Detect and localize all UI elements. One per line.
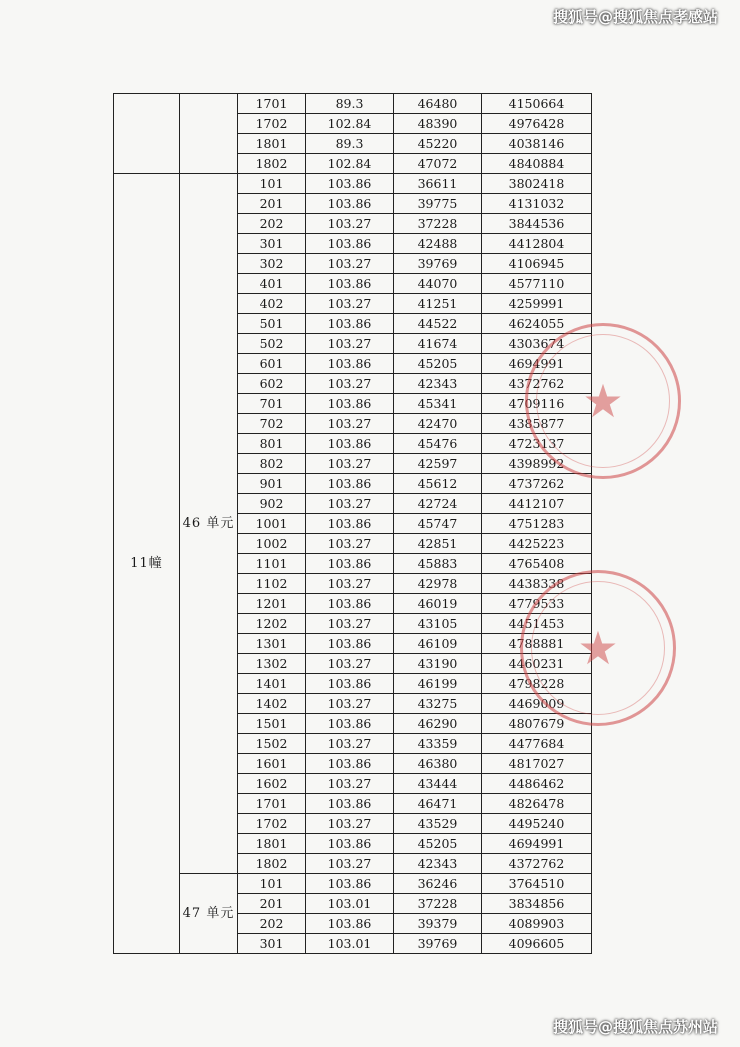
unit-price-cell: 36246: [394, 874, 482, 894]
unit-price-cell: 43275: [394, 694, 482, 714]
unit-price-cell: 42470: [394, 414, 482, 434]
area-cell: 103.86: [306, 834, 394, 854]
room-number-cell: 302: [238, 254, 306, 274]
total-price-cell: 4723137: [482, 434, 592, 454]
room-number-cell: 1102: [238, 574, 306, 594]
room-number-cell: 1201: [238, 594, 306, 614]
room-number-cell: 1702: [238, 114, 306, 134]
area-cell: 103.27: [306, 454, 394, 474]
room-number-cell: 201: [238, 894, 306, 914]
area-cell: 103.86: [306, 314, 394, 334]
area-cell: 103.27: [306, 534, 394, 554]
area-cell: 103.86: [306, 634, 394, 654]
area-cell: 103.27: [306, 694, 394, 714]
total-price-cell: 3764510: [482, 874, 592, 894]
room-number-cell: 1302: [238, 654, 306, 674]
total-price-cell: 4089903: [482, 914, 592, 934]
area-cell: 89.3: [306, 134, 394, 154]
unit-price-cell: 43529: [394, 814, 482, 834]
total-price-cell: 4765408: [482, 554, 592, 574]
unit-price-cell: 45612: [394, 474, 482, 494]
total-price-cell: 4737262: [482, 474, 592, 494]
area-cell: 89.3: [306, 94, 394, 114]
room-number-cell: 601: [238, 354, 306, 374]
unit-price-cell: 44522: [394, 314, 482, 334]
unit-price-cell: 39769: [394, 254, 482, 274]
room-number-cell: 602: [238, 374, 306, 394]
unit-price-cell: 45883: [394, 554, 482, 574]
unit-price-cell: 46199: [394, 674, 482, 694]
total-price-cell: 4425223: [482, 534, 592, 554]
unit-cell: [180, 94, 238, 174]
area-cell: 103.86: [306, 714, 394, 734]
unit-price-cell: 43105: [394, 614, 482, 634]
room-number-cell: 1101: [238, 554, 306, 574]
unit-price-cell: 43190: [394, 654, 482, 674]
unit-price-cell: 42978: [394, 574, 482, 594]
building-cell: 11幢: [114, 174, 180, 954]
unit-price-cell: 46380: [394, 754, 482, 774]
total-price-cell: 4150664: [482, 94, 592, 114]
room-number-cell: 702: [238, 414, 306, 434]
room-number-cell: 902: [238, 494, 306, 514]
table-row: [114, 874, 592, 894]
room-number-cell: 1002: [238, 534, 306, 554]
table-row: [114, 94, 592, 114]
room-number-cell: 301: [238, 934, 306, 954]
room-number-cell: 1702: [238, 814, 306, 834]
area-cell: 103.01: [306, 894, 394, 914]
total-price-cell: 3844536: [482, 214, 592, 234]
area-cell: 103.27: [306, 374, 394, 394]
total-price-cell: 4259991: [482, 294, 592, 314]
room-number-cell: 402: [238, 294, 306, 314]
total-price-cell: 4131032: [482, 194, 592, 214]
unit-price-cell: 42851: [394, 534, 482, 554]
total-price-cell: 4807679: [482, 714, 592, 734]
room-number-cell: 1401: [238, 674, 306, 694]
total-price-cell: 4817027: [482, 754, 592, 774]
area-cell: 103.27: [306, 814, 394, 834]
room-number-cell: 1701: [238, 94, 306, 114]
room-number-cell: 301: [238, 234, 306, 254]
total-price-cell: 4788881: [482, 634, 592, 654]
area-cell: 103.27: [306, 774, 394, 794]
unit-price-cell: 39775: [394, 194, 482, 214]
unit-price-cell: 45341: [394, 394, 482, 414]
room-number-cell: 1301: [238, 634, 306, 654]
unit-price-cell: 43359: [394, 734, 482, 754]
area-cell: 103.86: [306, 514, 394, 534]
area-cell: 103.86: [306, 794, 394, 814]
area-cell: 103.27: [306, 334, 394, 354]
unit-price-cell: 42597: [394, 454, 482, 474]
area-cell: 103.27: [306, 854, 394, 874]
area-cell: 103.86: [306, 594, 394, 614]
room-number-cell: 801: [238, 434, 306, 454]
unit-price-cell: 42488: [394, 234, 482, 254]
total-price-cell: 4438338: [482, 574, 592, 594]
room-number-cell: 1802: [238, 854, 306, 874]
room-number-cell: 1001: [238, 514, 306, 534]
total-price-cell: 3802418: [482, 174, 592, 194]
area-cell: 103.27: [306, 214, 394, 234]
room-number-cell: 1601: [238, 754, 306, 774]
total-price-cell: 4709116: [482, 394, 592, 414]
unit-price-cell: 46480: [394, 94, 482, 114]
unit-price-cell: 39379: [394, 914, 482, 934]
room-number-cell: 701: [238, 394, 306, 414]
total-price-cell: 3834856: [482, 894, 592, 914]
area-cell: 103.86: [306, 754, 394, 774]
area-cell: 103.27: [306, 494, 394, 514]
total-price-cell: 4751283: [482, 514, 592, 534]
area-cell: 103.86: [306, 554, 394, 574]
unit-price-cell: 36611: [394, 174, 482, 194]
unit-price-cell: 45747: [394, 514, 482, 534]
table-row: [114, 174, 592, 194]
area-cell: 103.27: [306, 734, 394, 754]
unit-price-cell: 37228: [394, 894, 482, 914]
total-price-cell: 4372762: [482, 854, 592, 874]
developer-seal-stamp: ★: [520, 570, 676, 726]
area-cell: 103.01: [306, 934, 394, 954]
total-price-cell: 4303674: [482, 334, 592, 354]
total-price-cell: 4495240: [482, 814, 592, 834]
price-table-body: [114, 94, 592, 954]
total-price-cell: 4694991: [482, 834, 592, 854]
unit-price-cell: 48390: [394, 114, 482, 134]
unit-price-cell: 45220: [394, 134, 482, 154]
area-cell: 103.27: [306, 574, 394, 594]
area-cell: 102.84: [306, 114, 394, 134]
area-cell: 103.86: [306, 274, 394, 294]
area-cell: 103.86: [306, 474, 394, 494]
unit-price-cell: 46109: [394, 634, 482, 654]
total-price-cell: 4038146: [482, 134, 592, 154]
room-number-cell: 1202: [238, 614, 306, 634]
watermark-top: 搜狐号@搜狐焦点孝感站: [552, 8, 718, 26]
area-cell: 103.86: [306, 354, 394, 374]
area-cell: 103.27: [306, 614, 394, 634]
total-price-cell: 4451453: [482, 614, 592, 634]
area-cell: 103.27: [306, 254, 394, 274]
room-number-cell: 901: [238, 474, 306, 494]
room-number-cell: 202: [238, 914, 306, 934]
area-cell: 103.86: [306, 874, 394, 894]
unit-price-cell: 46471: [394, 794, 482, 814]
total-price-cell: 4460231: [482, 654, 592, 674]
total-price-cell: 4779533: [482, 594, 592, 614]
total-price-cell: 4840884: [482, 154, 592, 174]
unit-price-cell: 44070: [394, 274, 482, 294]
total-price-cell: 4976428: [482, 114, 592, 134]
unit-price-cell: 45205: [394, 354, 482, 374]
total-price-cell: 4372762: [482, 374, 592, 394]
room-number-cell: 1501: [238, 714, 306, 734]
total-price-cell: 4469009: [482, 694, 592, 714]
area-cell: 103.27: [306, 654, 394, 674]
unit-cell: 47 单元: [180, 874, 238, 954]
unit-price-cell: 46290: [394, 714, 482, 734]
unit-price-cell: 46019: [394, 594, 482, 614]
watermark-bottom: 搜狐号@搜狐焦点苏州站: [552, 1018, 718, 1036]
unit-price-cell: 47072: [394, 154, 482, 174]
room-number-cell: 1502: [238, 734, 306, 754]
room-number-cell: 802: [238, 454, 306, 474]
area-cell: 103.86: [306, 914, 394, 934]
unit-cell: 46 单元: [180, 174, 238, 874]
unit-price-cell: 37228: [394, 214, 482, 234]
total-price-cell: 4106945: [482, 254, 592, 274]
unit-price-cell: 42343: [394, 854, 482, 874]
area-cell: 103.86: [306, 434, 394, 454]
price-table: [113, 93, 592, 954]
total-price-cell: 4577110: [482, 274, 592, 294]
room-number-cell: 1402: [238, 694, 306, 714]
area-cell: 103.27: [306, 294, 394, 314]
total-price-cell: 4412804: [482, 234, 592, 254]
room-number-cell: 1801: [238, 834, 306, 854]
total-price-cell: 4826478: [482, 794, 592, 814]
total-price-cell: 4694991: [482, 354, 592, 374]
room-number-cell: 201: [238, 194, 306, 214]
total-price-cell: 4624055: [482, 314, 592, 334]
area-cell: 103.86: [306, 194, 394, 214]
area-cell: 103.86: [306, 394, 394, 414]
total-price-cell: 4477684: [482, 734, 592, 754]
unit-price-cell: 45205: [394, 834, 482, 854]
area-cell: 103.86: [306, 674, 394, 694]
room-number-cell: 502: [238, 334, 306, 354]
total-price-cell: 4385877: [482, 414, 592, 434]
total-price-cell: 4096605: [482, 934, 592, 954]
total-price-cell: 4398992: [482, 454, 592, 474]
room-number-cell: 101: [238, 874, 306, 894]
room-number-cell: 501: [238, 314, 306, 334]
unit-price-cell: 39769: [394, 934, 482, 954]
room-number-cell: 1701: [238, 794, 306, 814]
room-number-cell: 202: [238, 214, 306, 234]
total-price-cell: 4412107: [482, 494, 592, 514]
unit-price-cell: 42343: [394, 374, 482, 394]
total-price-cell: 4486462: [482, 774, 592, 794]
room-number-cell: 101: [238, 174, 306, 194]
area-cell: 102.84: [306, 154, 394, 174]
building-cell-prev: [114, 94, 180, 174]
unit-price-cell: 41674: [394, 334, 482, 354]
area-cell: 103.86: [306, 174, 394, 194]
room-number-cell: 401: [238, 274, 306, 294]
total-price-cell: 4798228: [482, 674, 592, 694]
official-seal-stamp: ★: [525, 323, 681, 479]
unit-price-cell: 45476: [394, 434, 482, 454]
room-number-cell: 1802: [238, 154, 306, 174]
room-number-cell: 1602: [238, 774, 306, 794]
area-cell: 103.27: [306, 414, 394, 434]
room-number-cell: 1801: [238, 134, 306, 154]
unit-price-cell: 43444: [394, 774, 482, 794]
unit-price-cell: 41251: [394, 294, 482, 314]
area-cell: 103.86: [306, 234, 394, 254]
unit-price-cell: 42724: [394, 494, 482, 514]
